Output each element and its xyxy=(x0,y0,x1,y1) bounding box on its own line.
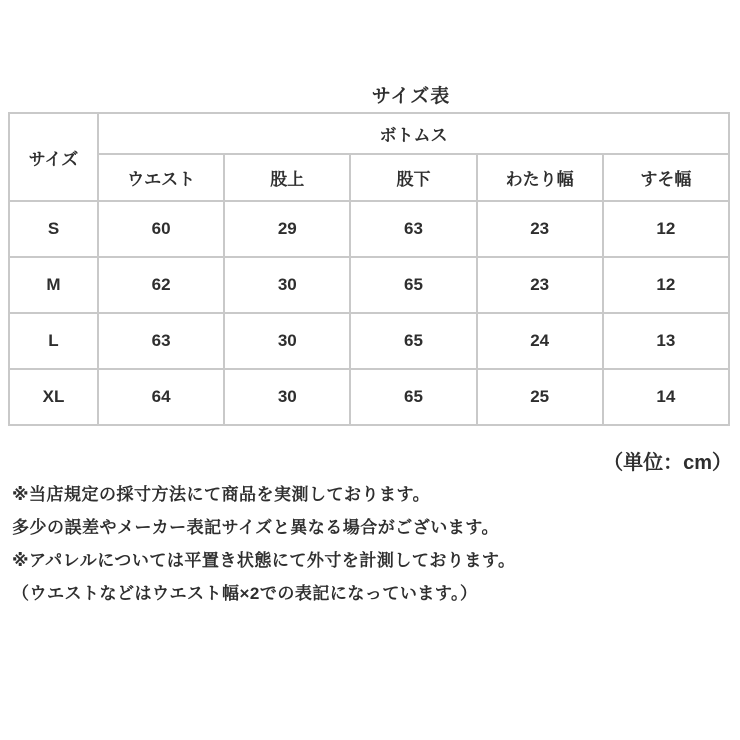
table-row-xl xyxy=(9,369,729,425)
table-subheader-row xyxy=(9,154,729,201)
size-table xyxy=(8,112,730,426)
value-cell: 64 xyxy=(98,369,224,425)
value-cell: 63 xyxy=(98,313,224,369)
value-cell: 62 xyxy=(98,257,224,313)
note-line-1: ※当店規定の採寸方法にて商品を実測しております。 xyxy=(12,485,431,504)
page-title: サイズ表 xyxy=(371,86,451,107)
note-line-2: 多少の誤差やメーカー表記サイズと異なる場合がございます。 xyxy=(12,518,499,537)
value-cell: 29 xyxy=(224,201,350,257)
value-cell: 65 xyxy=(350,369,476,425)
value-cell: 30 xyxy=(224,313,350,369)
value-cell: 23 xyxy=(477,257,603,313)
column-header-waist: ウエスト xyxy=(98,154,224,201)
value-cell: 14 xyxy=(603,369,729,425)
value-cell: 65 xyxy=(350,313,476,369)
value-cell: 65 xyxy=(350,257,476,313)
size-label: XL xyxy=(9,369,98,425)
column-header-thigh: わたり幅 xyxy=(477,154,603,201)
column-header-inseam: 股下 xyxy=(350,154,476,201)
value-cell: 12 xyxy=(603,201,729,257)
value-cell: 13 xyxy=(603,313,729,369)
size-label: S xyxy=(9,201,98,257)
value-cell: 24 xyxy=(477,313,603,369)
value-cell: 25 xyxy=(477,369,603,425)
column-header-rise: 股上 xyxy=(224,154,350,201)
value-cell: 60 xyxy=(98,201,224,257)
unit-note: （単位：cm） xyxy=(603,452,732,474)
size-label: L xyxy=(9,313,98,369)
value-cell: 63 xyxy=(350,201,476,257)
value-cell: 30 xyxy=(224,369,350,425)
table-header-row xyxy=(9,113,729,154)
table-row-s xyxy=(9,201,729,257)
value-cell: 30 xyxy=(224,257,350,313)
value-cell: 23 xyxy=(477,201,603,257)
measurement-notes xyxy=(12,478,732,610)
note-line-4: （ウエストなどはウエスト幅×2での表記になっています。） xyxy=(12,584,478,603)
size-column-header: サイズ xyxy=(9,113,98,201)
size-label: M xyxy=(9,257,98,313)
column-header-hem: すそ幅 xyxy=(603,154,729,201)
category-header-bottoms: ボトムス xyxy=(98,113,729,154)
note-line-3: ※アパレルについては平置き状態にて外寸を計測しております。 xyxy=(12,551,516,570)
table-row-m xyxy=(9,257,729,313)
value-cell: 12 xyxy=(603,257,729,313)
table-row-l xyxy=(9,313,729,369)
